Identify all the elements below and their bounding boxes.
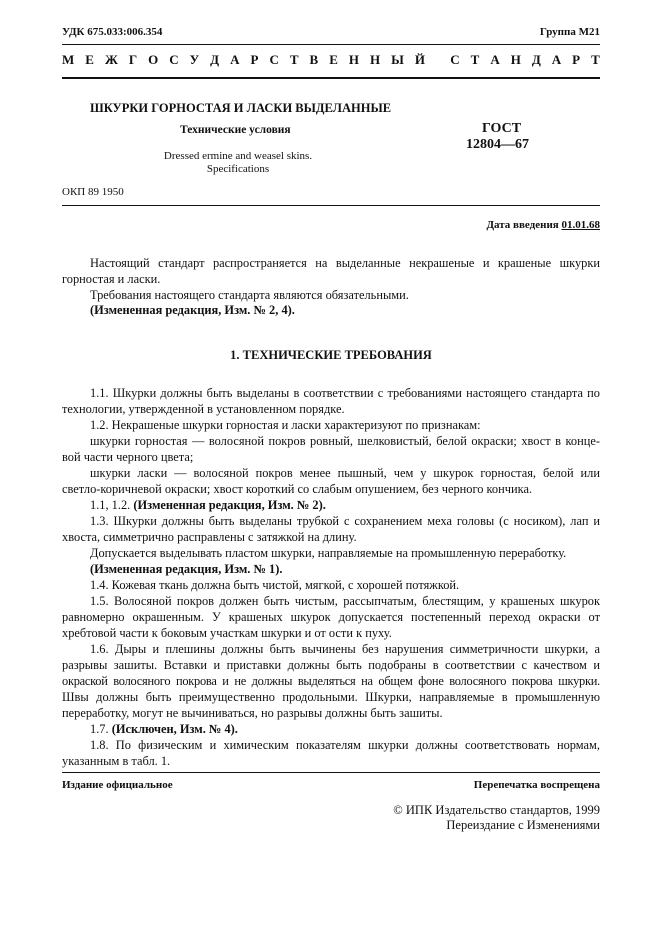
banner-letter: С xyxy=(269,52,279,67)
clause-1-1-line2: технологии, утвержденной в установленном порядке. xyxy=(62,402,345,416)
clause-1-6-line2: разрывы зашиты. Вставки и приставки должны быть подобраны в соответствии с качеством и xyxy=(62,658,600,672)
intro-line-2: горностая и ласки. xyxy=(62,272,161,286)
banner-letter: Т xyxy=(470,52,480,67)
banner-letter: Ы xyxy=(391,52,404,67)
copyright-line: © ИПК Издательство стандартов, 1999 xyxy=(393,803,600,817)
intro-line-1: Настоящий стандарт распространяется на выделанные некрашеные и крашеные шкурки xyxy=(90,256,600,270)
english-title-line2: Specifications xyxy=(206,163,270,175)
clause-1-7-note: (Исключен, Изм. № 4). xyxy=(111,722,238,736)
banner-letter xyxy=(436,52,439,70)
okp-code: ОКП 89 1950 xyxy=(62,186,124,198)
clause-1-1-1-2-amendment xyxy=(90,497,600,513)
reprint-prohibited: Перепечатка воспрещена xyxy=(473,779,600,791)
interstate-standard-banner xyxy=(62,52,600,70)
banner-letter: А xyxy=(490,52,500,67)
clause-1-2-weasel-line2: светло-коричневой окраски; хвост короткий со слабым опушением, без черного кончика. xyxy=(62,482,533,496)
group-code: Группа М21 xyxy=(539,26,600,38)
clause-1-2-weasel-line1: шкурки ласки — волосяной покров менее пышный, чем у шкурок горностая, белой или xyxy=(90,466,600,480)
banner-letter: Ж xyxy=(104,52,118,67)
udc-code: УДК 675.033:006.354 xyxy=(62,26,163,38)
document-title: ШКУРКИ ГОРНОСТАЯ И ЛАСКИ ВЫДЕЛАННЫЕ xyxy=(90,101,392,115)
clause-1-4: 1.4. Кожевая ткань должна быть чистой, мягкой, с хорошей потяжкой. xyxy=(90,578,460,592)
clause-1-6-line1: 1.6. Дыры и плешины должны быть вычинены без нарушения симметричности шкурки, а xyxy=(90,642,600,656)
official-edition: Издание официальное xyxy=(62,779,173,791)
clause-1-2-ermine-line1: шкурки горностая — волосяной покров ровный, шелковистый, белой окраски; хвост в конце- xyxy=(90,434,600,448)
amendment-ref: 1.1, 1.2. xyxy=(90,498,134,512)
banner-letter: Н xyxy=(510,52,521,67)
date-label: Дата введения xyxy=(486,219,562,231)
clause-1-2-ermine-line2: вой части черного цвета; xyxy=(62,450,194,464)
clause-1-6-line4: Швы должны быть преимущественно продольными. Шкурки, направляемые в промышленную xyxy=(62,690,600,704)
reissue-line: Переиздание с Изменениями xyxy=(446,818,600,832)
section-heading: 1. ТЕХНИЧЕСКИЕ ТРЕБОВАНИЯ xyxy=(230,348,432,362)
clause-1-3-allowance: Допускается выделывать пластом шкурки, направляемые на промышленную переработку. xyxy=(90,546,567,560)
banner-letter: С xyxy=(169,52,179,67)
clause-1-3-amendment: (Измененная редакция, Изм. № 1). xyxy=(90,562,283,576)
clause-1-7-number: 1.7. xyxy=(90,722,112,736)
banner-letter: Т xyxy=(289,52,299,67)
banner-letter: Р xyxy=(572,52,581,67)
clause-1-3-line1: 1.3. Шкурки должны быть выделаны трубкой с сохранением меха головы (с носиком), лап и xyxy=(90,514,600,528)
intro-mandatory: Требования настоящего стандарта являются обязательными. xyxy=(90,288,409,302)
clause-1-8-line2: указанным в табл. 1. xyxy=(62,754,171,768)
banner-letter: С xyxy=(450,52,460,67)
document-subtitle: Технические условия xyxy=(180,124,291,136)
title-rule xyxy=(62,205,600,206)
banner-letter: А xyxy=(230,52,240,67)
intro-amendment: (Измененная редакция, Изм. № 2, 4). xyxy=(90,303,295,317)
date-value: 01.01.68 xyxy=(561,219,600,231)
banner-letter: Т xyxy=(591,52,600,67)
banner-letter: У xyxy=(189,52,200,67)
banner-letter: В xyxy=(309,52,319,67)
banner-letter: Й xyxy=(414,52,425,67)
banner-letter: М xyxy=(62,52,75,67)
clause-1-2: 1.2. Некрашеные шкурки горностая и ласки характеризуют по признакам: xyxy=(90,418,481,432)
clause-1-6-line3: окраской волосяного покрова и не должны выделяться на общем фоне волосяного покрова шкурки. xyxy=(62,674,600,688)
banner-letter: Е xyxy=(85,52,94,67)
banner-letter: А xyxy=(551,52,562,67)
clause-1-5-line2: равномерно окрашенным. У крашеных шкурок допускается постепенный переход окраски от xyxy=(62,610,600,624)
banner-letter: Н xyxy=(369,52,381,67)
gost-number: 12804—67 xyxy=(466,137,529,152)
banner-letter: Р xyxy=(250,52,259,67)
banner-letter: О xyxy=(148,52,159,67)
banner-letter: Н xyxy=(348,52,359,67)
footer-rule xyxy=(62,772,600,773)
banner-letter: Е xyxy=(329,52,338,67)
header-rule-top xyxy=(62,44,600,45)
clause-1-5-line1: 1.5. Волосяной покров должен быть чистым, рассыпчатым, блестящим, у крашеных шкурок xyxy=(90,594,600,608)
clause-1-3-line2: хвоста, симметрично расправлены с затяжкой на длину. xyxy=(62,530,357,544)
introduction-date xyxy=(486,219,600,231)
clause-1-5-line3: хребтовой части к боковым участкам шкурки и от ости к пуху. xyxy=(62,626,392,640)
banner-letter: Г xyxy=(128,52,138,67)
clause-1-6-line5: переработку, могут не вычиниваться, но разрывы должны быть зашиты. xyxy=(62,706,443,720)
gost-label: ГОСТ xyxy=(482,121,522,136)
banner-letter: Д xyxy=(531,52,541,67)
english-title-line1: Dressed ermine and weasel skins. xyxy=(163,150,313,162)
banner-letter: Д xyxy=(210,52,220,67)
amendment-note: (Измененная редакция, Изм. № 2). xyxy=(133,498,326,512)
header-rule-bottom xyxy=(62,77,600,79)
clause-1-1-line1: 1.1. Шкурки должны быть выделаны в соответствии с требованиями настоящего стандарта по xyxy=(90,386,600,400)
clause-1-7 xyxy=(90,721,600,737)
clause-1-8-line1: 1.8. По физическим и химическим показателям шкурки должны соответствовать нормам, xyxy=(90,738,600,752)
